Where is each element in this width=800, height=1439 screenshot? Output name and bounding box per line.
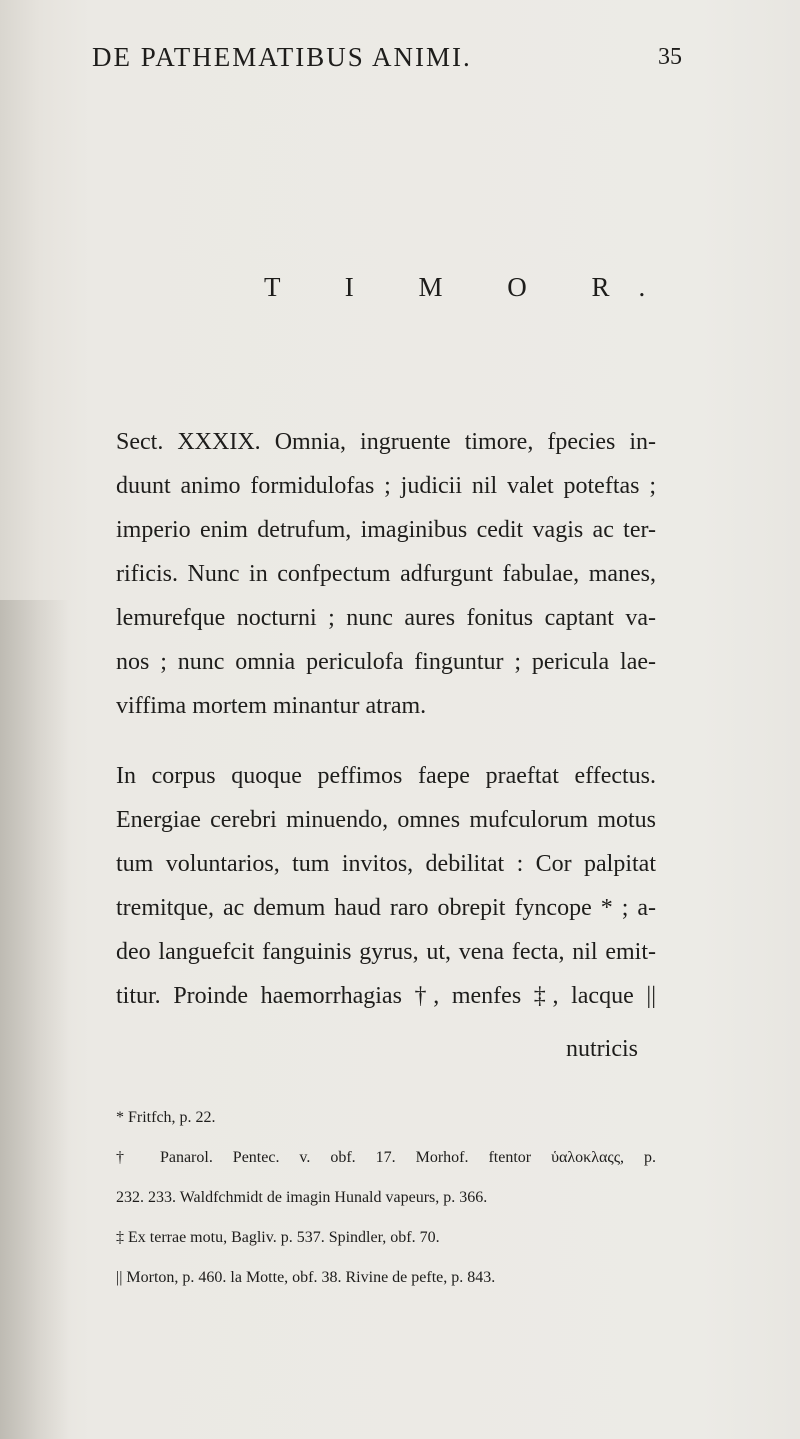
text-line: imperio enim detrufum, imaginibus cedit vagis ac ter-	[116, 517, 656, 543]
catchword: nutricis	[566, 1036, 638, 1062]
paragraph-2	[116, 754, 656, 1018]
text-line: duunt animo formidulofas ; judicii nil valet poteftas ;	[116, 473, 656, 499]
text-line: viffima mortem minantur atram.	[116, 693, 427, 719]
footnotes	[116, 1098, 656, 1298]
section-title: T I M O R.	[264, 272, 675, 302]
footnote: * Fritfch, p. 22.	[116, 1109, 216, 1126]
footnote: ‡ Ex terrae motu, Bagliv. p. 537. Spindler, obf. 70.	[116, 1229, 440, 1246]
text-line: Sect. XXXIX. Omnia, ingruente timore, fpecies in-	[116, 429, 656, 455]
footnote: † Panarol. Pentec. v. obf. 17. Morhof. ftentor ὑαλοκλαςς, p.	[116, 1149, 656, 1166]
text-line: tremitque, ac demum haud raro obrepit fyncope * ; a-	[116, 895, 656, 921]
paragraph-1	[116, 420, 656, 728]
page-shadow	[0, 600, 70, 1439]
text-line: Energiae cerebri minuendo, omnes mufculorum motus	[116, 807, 656, 833]
text-line: rificis. Nunc in confpectum adfurgunt fabulae, manes,	[116, 561, 656, 587]
footnote: || Morton, p. 460. la Motte, obf. 38. Rivine de pefte, p. 843.	[116, 1269, 496, 1286]
running-head: DE PATHEMATIBUS ANIMI.	[92, 42, 472, 72]
text-line: tum voluntarios, tum invitos, debilitat : Cor palpitat	[116, 851, 656, 877]
text-line: deo languefcit fanguinis gyrus, ut, vena fecta, nil emit-	[116, 939, 656, 965]
page-number: 35	[658, 44, 682, 70]
text-line: lemurefque nocturni ; nunc aures fonitus captant va-	[116, 605, 656, 631]
text-line: titur. Proinde haemorrhagias †, menfes ‡, lacque ||	[116, 983, 656, 1009]
text-line: In corpus quoque peffimos faepe praeftat effectus.	[116, 763, 656, 789]
footnote: 232. 233. Waldfchmidt de imagin Hunald vapeurs, p. 366.	[116, 1189, 488, 1206]
text-line: nos ; nunc omnia periculofa finguntur ; pericula lae-	[116, 649, 656, 675]
